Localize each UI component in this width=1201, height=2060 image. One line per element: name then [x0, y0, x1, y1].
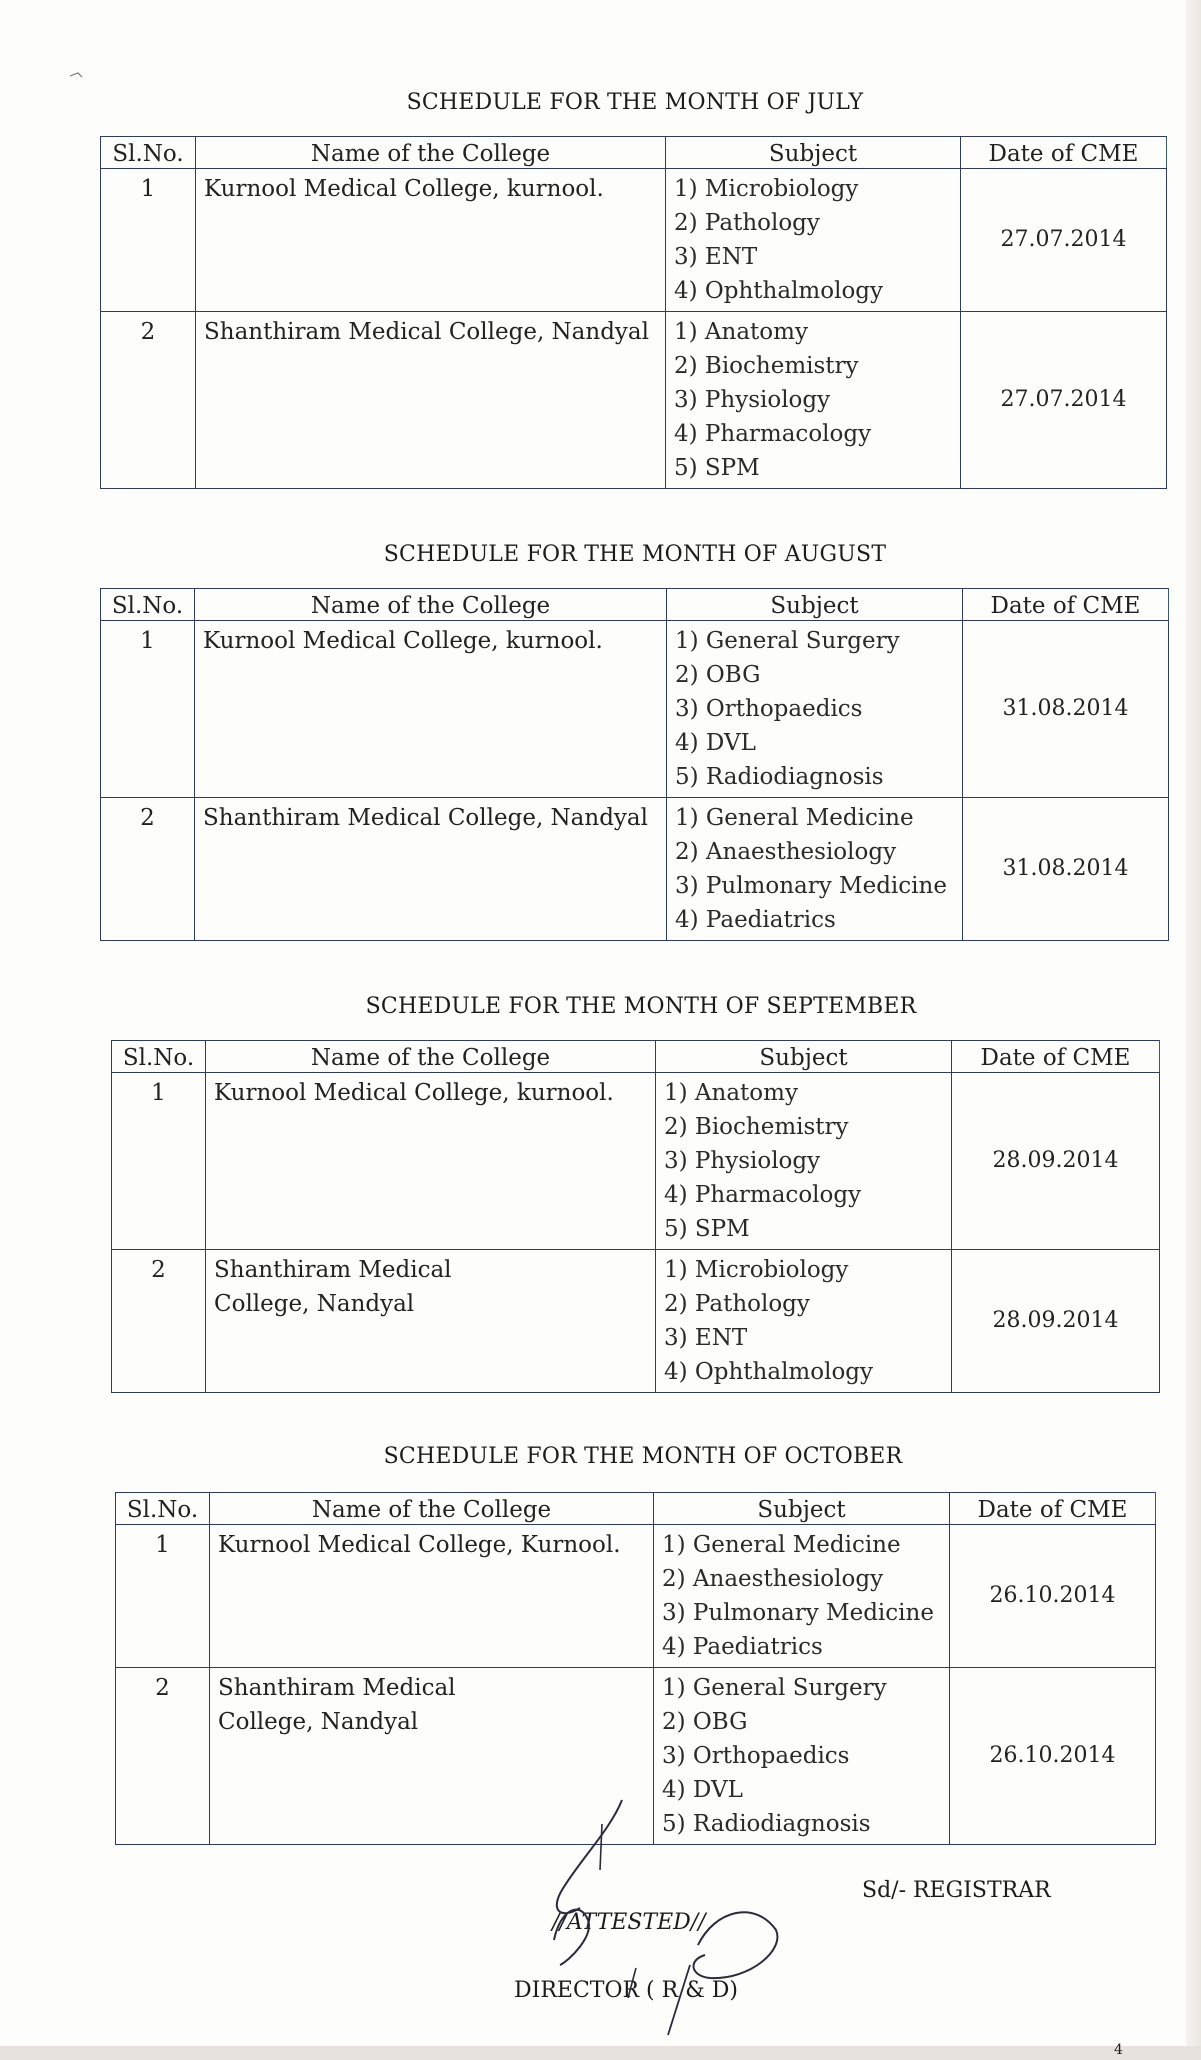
cell-subjects	[666, 312, 961, 489]
schedule-august	[100, 538, 1170, 948]
cell-sl-no: 1	[101, 621, 195, 798]
cell-date: 27.07.2014	[961, 312, 1167, 489]
cell-college: Kurnool Medical College, kurnool.	[206, 1073, 656, 1250]
subject-item: 4) Paediatrics	[662, 1634, 823, 1660]
col-header-subject: Subject	[667, 589, 963, 621]
table-row	[101, 621, 1169, 798]
subject-item: 1) General Medicine	[675, 805, 914, 831]
col-header-date: Date of CME	[961, 137, 1167, 169]
page-edge-shadow	[1186, 0, 1201, 2060]
subject-item: 1) General Surgery	[662, 1675, 887, 1701]
director-designation: DIRECTOR ( R & D)	[514, 1978, 738, 2003]
cell-subjects	[656, 1250, 952, 1393]
cell-subjects	[667, 798, 963, 941]
subject-item: 2) Pathology	[664, 1291, 810, 1317]
subject-item: 3) ENT	[674, 244, 758, 270]
handwritten-signature-icon	[540, 1790, 800, 2040]
table-header-row	[101, 589, 1169, 621]
cell-date: 26.10.2014	[950, 1525, 1156, 1668]
cell-subjects	[654, 1525, 950, 1668]
table-row	[101, 312, 1167, 489]
subject-item: 5) SPM	[674, 455, 760, 481]
subject-item: 3) ENT	[664, 1325, 748, 1351]
table-row	[101, 798, 1169, 941]
cell-date: 28.09.2014	[952, 1250, 1160, 1393]
subject-item: 3) Pulmonary Medicine	[662, 1600, 934, 1626]
subject-item: 2) OBG	[662, 1709, 748, 1735]
subject-item: 4) Paediatrics	[675, 907, 836, 933]
cell-sl-no: 1	[112, 1073, 206, 1250]
subject-item: 3) Physiology	[664, 1148, 821, 1174]
table-row	[116, 1525, 1156, 1668]
cell-date: 26.10.2014	[950, 1668, 1156, 1845]
schedule-october	[115, 1440, 1171, 1850]
subject-item: 4) Ophthalmology	[664, 1359, 874, 1385]
subject-item: 4) Pharmacology	[674, 421, 872, 447]
schedule-heading: SCHEDULE FOR THE MONTH OF JULY	[406, 90, 864, 115]
cell-sl-no: 2	[101, 312, 196, 489]
subject-item: 5) SPM	[664, 1216, 750, 1242]
subject-item: 1) Microbiology	[664, 1257, 849, 1283]
schedule-heading: SCHEDULE FOR THE MONTH OF AUGUST	[383, 542, 887, 567]
table-row	[112, 1250, 1160, 1393]
schedule-july	[100, 86, 1170, 486]
subject-item: 2) Anaesthesiology	[675, 839, 897, 865]
registrar-signoff: Sd/- REGISTRAR	[862, 1878, 1051, 1903]
cell-subjects	[666, 169, 961, 312]
col-header-date: Date of CME	[963, 589, 1169, 621]
table-row	[112, 1073, 1160, 1250]
subject-item: 5) Radiodiagnosis	[662, 1811, 871, 1837]
table-header-row	[101, 137, 1167, 169]
cell-date: 31.08.2014	[963, 621, 1169, 798]
cell-sl-no: 2	[101, 798, 195, 941]
subject-item: 2) OBG	[675, 662, 761, 688]
subject-item: 4) DVL	[662, 1777, 743, 1803]
cell-sl-no: 2	[112, 1250, 206, 1393]
subject-item: 4) DVL	[675, 730, 756, 756]
schedule-table	[100, 136, 1167, 489]
col-header-sl-no: Sl.No.	[116, 1493, 210, 1525]
subject-item: 1) General Medicine	[662, 1532, 901, 1558]
subject-item: 2) Biochemistry	[664, 1114, 849, 1140]
col-header-date: Date of CME	[950, 1493, 1156, 1525]
page-bottom-edge	[0, 2046, 1201, 2060]
subject-item: 1) Microbiology	[674, 176, 859, 202]
subject-item: 2) Pathology	[674, 210, 820, 236]
subject-item: 3) Physiology	[674, 387, 831, 413]
schedule-heading: SCHEDULE FOR THE MONTH OF OCTOBER	[383, 1444, 903, 1469]
subject-item: 3) Orthopaedics	[662, 1743, 850, 1769]
table-header-row	[112, 1041, 1160, 1073]
cell-college: Kurnool Medical College, Kurnool.	[210, 1525, 654, 1668]
subject-item: 5) Radiodiagnosis	[675, 764, 884, 790]
cell-college: Kurnool Medical College, kurnool.	[195, 621, 667, 798]
subject-item: 4) Pharmacology	[664, 1182, 862, 1208]
col-header-subject: Subject	[654, 1493, 950, 1525]
cell-sl-no: 2	[116, 1668, 210, 1845]
cell-date: 28.09.2014	[952, 1073, 1160, 1250]
col-header-subject: Subject	[656, 1041, 952, 1073]
attested-stamp: //ATTESTED//	[552, 1910, 706, 1935]
col-header-college: Name of the College	[196, 137, 666, 169]
cell-date: 27.07.2014	[961, 169, 1167, 312]
page-number: 4	[1114, 2042, 1123, 2058]
schedule-heading: SCHEDULE FOR THE MONTH OF SEPTEMBER	[365, 994, 917, 1019]
cell-college: Shanthiram Medical College, Nandyal	[210, 1668, 654, 1845]
cell-subjects	[656, 1073, 952, 1250]
cell-sl-no: 1	[101, 169, 196, 312]
schedule-september	[111, 990, 1171, 1390]
subject-item: 3) Pulmonary Medicine	[675, 873, 947, 899]
subject-item: 1) Anatomy	[664, 1080, 798, 1106]
table-header-row	[116, 1493, 1156, 1525]
subject-item: 2) Biochemistry	[674, 353, 859, 379]
col-header-college: Name of the College	[195, 589, 667, 621]
cell-sl-no: 1	[116, 1525, 210, 1668]
col-header-subject: Subject	[666, 137, 961, 169]
cell-college: Shanthiram Medical College, Nandyal	[206, 1250, 656, 1393]
subject-item: 4) Ophthalmology	[674, 278, 884, 304]
schedule-table	[111, 1040, 1160, 1393]
subject-item: 1) Anatomy	[674, 319, 808, 345]
col-header-college: Name of the College	[210, 1493, 654, 1525]
cell-college: Shanthiram Medical College, Nandyal	[195, 798, 667, 941]
col-header-sl-no: Sl.No.	[101, 137, 196, 169]
cell-college: Kurnool Medical College, kurnool.	[196, 169, 666, 312]
subject-item: 1) General Surgery	[675, 628, 900, 654]
col-header-college: Name of the College	[206, 1041, 656, 1073]
cell-subjects	[667, 621, 963, 798]
subject-item: 2) Anaesthesiology	[662, 1566, 884, 1592]
col-header-sl-no: Sl.No.	[112, 1041, 206, 1073]
col-header-sl-no: Sl.No.	[101, 589, 195, 621]
table-row	[101, 169, 1167, 312]
schedule-table	[100, 588, 1169, 941]
col-header-date: Date of CME	[952, 1041, 1160, 1073]
cell-college: Shanthiram Medical College, Nandyal	[196, 312, 666, 489]
stray-mark-icon	[68, 68, 84, 84]
cell-date: 31.08.2014	[963, 798, 1169, 941]
subject-item: 3) Orthopaedics	[675, 696, 863, 722]
